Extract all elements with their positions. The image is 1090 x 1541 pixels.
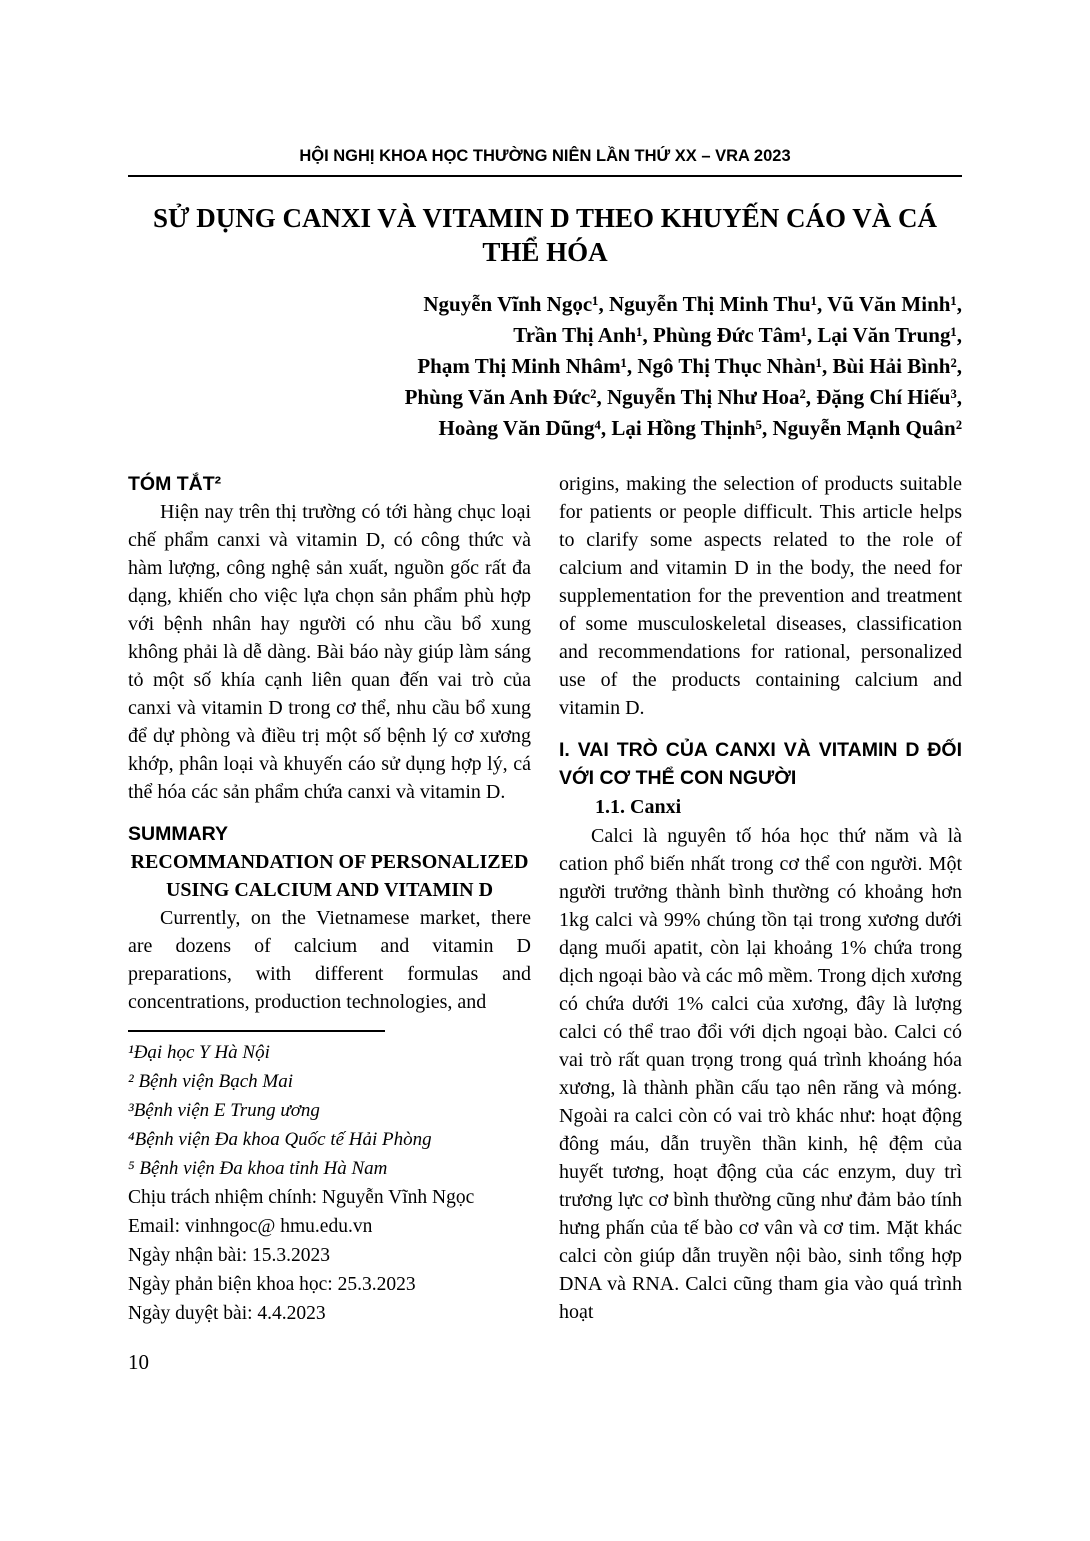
summary-paragraph: Currently, on the Vietnamese market, there are dozens of calcium and vitamin D preparations, with different formulas and concentrations, production technologies, and [128,907,531,1013]
author-line: Phùng Văn Anh Đức², Nguyễn Thị Như Hoa², Đặng Chí Hiếu³, [404,385,962,409]
author-line: Phạm Thị Minh Nhâm¹, Ngô Thị Thục Nhàn¹, Bùi Hải Bình², [417,354,962,378]
author-line: Nguyễn Vĩnh Ngọc¹, Nguyễn Thị Minh Thu¹, Vũ Văn Minh¹, [423,292,962,316]
summary-heading: SUMMARY [128,823,229,845]
page-number: 10 [128,1350,149,1374]
two-column-body [128,470,962,1328]
contact-line: Chịu trách nhiệm chính: Nguyễn Vĩnh Ngọc [128,1187,475,1208]
summary-title: RECOMMANDATION OF PERSONALIZED USING CALCIUM AND VITAMIN D [130,851,529,901]
affiliation-line: ¹Đại học Y Hà Nội [128,1042,270,1063]
abstract-heading: TÓM TẮT² [128,473,222,495]
affiliation-line: ² Bệnh viện Bạch Mai [128,1071,294,1092]
contact-line: Ngày duyệt bài: 4.4.2023 [128,1303,326,1324]
contact-line: Ngày nhận bài: 15.3.2023 [128,1245,331,1266]
conference-header: HỘI NGHỊ KHOA HỌC THƯỜNG NIÊN LẦN THỨ XX – VRA 2023 [299,147,791,165]
section-1-heading: I. VAI TRÒ CỦA CANXI VÀ VITAMIN D ĐỐI VỚI CƠ THỂ CON NGƯỜI [559,739,962,789]
author-line: Trần Thị Anh¹, Phùng Đức Tâm¹, Lại Văn Trung¹, [513,323,962,347]
affiliations-block [128,1038,531,1183]
header-divider [128,175,962,177]
authors-block [128,289,962,444]
section-1-body-paragraph: Calci là nguyên tố hóa học thứ năm và là cation phổ biến nhất trong cơ thể con người. Một người trưởng thành bình thường có khoảng hơn 1kg calci và 99% chúng tồn tại trong xương dưới dạng muối apatit, còn lại khoảng 1% chứa trong dịch ngoại bào và các mô mềm. Trong dịch xương có chứa dưới 1% calci của xương, đây là lượng calci có thể trao đổi với dịch ngoại bào. Calci có vai trò rất quan trọng trong quá trình khoáng hóa xương, là thành phần cấu tạo nên răng và móng. Ngoài ra calci còn có vai trò khác như: hoạt động đông máu, dẫn truyền thần kinh, hệ đệm của huyết tương, hoạt động của các enzym, duy trì trương lực cơ bình thường cũng như đảm bảo tính hưng phấn của tế bào cơ vân và cơ tim. Mặt khác calci còn giúp dẫn truyền nội bào, sinh tổng hợp DNA và RNA. Calci cũng tham gia vào quá trình hoạt [559,825,962,1323]
summary-continued-paragraph: origins, making the selection of products suitable for patients or people difficult. This article helps to clarify some aspects related to the role of calcium and vitamin D in the body, the need for supplementation for the prevention and treatment of some musculoskeletal diseases, classification and recommendations for rational, personalized use of the products containing calcium and vitamin D. [559,473,962,719]
right-column [559,470,962,1328]
affiliation-line: ⁴Bệnh viện Đa khoa Quốc tế Hải Phòng [128,1129,432,1150]
author-line: Hoàng Văn Dũng⁴, Lại Hồng Thịnh⁵, Nguyễn Mạnh Quân² [438,416,962,440]
abstract-paragraph: Hiện nay trên thị trường có tới hàng chục loại chế phẩm canxi và vitamin D, có công thức và hàm lượng, công nghệ sản xuất, nguồn gốc rất đa dạng, khiến cho việc lựa chọn sản phẩm phù hợp với bệnh nhân hay người có nhu cầu bổ xung không phải là dễ dàng. Bài báo này giúp làm sáng tỏ một số khía cạnh liên quan đến vai trò của canxi và vitamin D trong cơ thể, nhu cầu bổ xung để dự phòng và điều trị một số bệnh lý cơ xương khớp, phân loại và khuyến cáo sử dụng hợp lý, cá thể hóa các sản phẩm chứa canxi và vitamin D. [128,501,531,803]
left-column [128,470,531,1328]
article-title: SỬ DỤNG CANXI VÀ VITAMIN D THEO KHUYẾN CÁO VÀ CÁ THỂ HÓA [152,203,938,267]
contact-info-block [128,1183,531,1328]
affiliation-line: ⁵ Bệnh viện Đa khoa tỉnh Hà Nam [128,1158,388,1179]
subsection-1-1-heading: 1.1. Canxi [595,796,682,818]
contact-line: Ngày phản biện khoa học: 25.3.2023 [128,1274,416,1295]
affiliation-line: ³Bệnh viện E Trung ương [128,1100,320,1121]
footnote-divider [128,1030,385,1032]
contact-line: Email: vinhngoc@ hmu.edu.vn [128,1216,373,1237]
